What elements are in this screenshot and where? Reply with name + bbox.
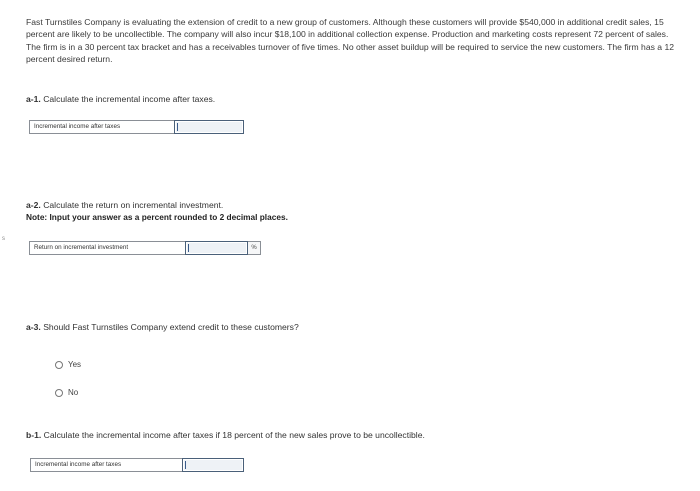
problem-statement: Fast Turnstiles Company is evaluating the extension of credit to a new group of customers. Although these customers will provide $540,000 in additional credit sales, 15 percent are likely to be uncollectible. The company will also incur $18,100 in additional collection expense. Production and marketing costs represent 72 percent of sales. The firm is in a 30 percent tax bracket and has a receivables turnover of five times. No other asset buildup will be required to service the new customers. The firm has a 12 percent desired return.: [26, 17, 675, 65]
question-a3-text: Should Fast Turnstiles Company extend credit to these customers?: [40, 322, 299, 332]
answer-row-b1: [30, 458, 244, 472]
question-b1-number: b-1.: [26, 430, 42, 440]
incremental-income-input[interactable]: [174, 120, 244, 134]
note-a2: Note: Input your answer as a percent rounded to 2 decimal places.: [26, 212, 288, 222]
radio-yes-label: Yes: [68, 360, 82, 369]
question-a3: [26, 322, 299, 332]
answer-row-a1: [29, 120, 244, 134]
answer-label-b1: Incremental income after taxes: [30, 458, 182, 472]
question-a1-number: a-1.: [26, 94, 41, 104]
answer-label-a1: Incremental income after taxes: [29, 120, 174, 134]
percent-unit: %: [248, 241, 261, 255]
radio-yes-circle[interactable]: [55, 361, 63, 369]
question-a2-text: Calculate the return on incremental investment.: [40, 200, 224, 210]
question-a2: [26, 200, 223, 210]
answer-row-a2: [29, 241, 261, 255]
question-a1: [26, 94, 215, 104]
question-b1-text: Calculate the incremental income after taxes if 18 percent of the new sales prove to be uncollectible.: [41, 430, 425, 440]
radio-no[interactable]: [55, 388, 78, 397]
radio-no-circle[interactable]: [55, 389, 63, 397]
question-a3-number: a-3.: [26, 322, 41, 332]
question-a2-number: a-2.: [26, 200, 41, 210]
radio-no-label: No: [68, 388, 79, 397]
answer-label-a2: Return on incremental investment: [29, 241, 185, 255]
radio-yes[interactable]: [55, 360, 81, 369]
incremental-income-18pct-input[interactable]: [182, 458, 244, 472]
return-on-investment-input[interactable]: [185, 241, 248, 255]
question-b1: [26, 430, 425, 440]
question-a1-text: Calculate the incremental income after taxes.: [40, 94, 216, 104]
margin-mark: s: [2, 236, 5, 242]
